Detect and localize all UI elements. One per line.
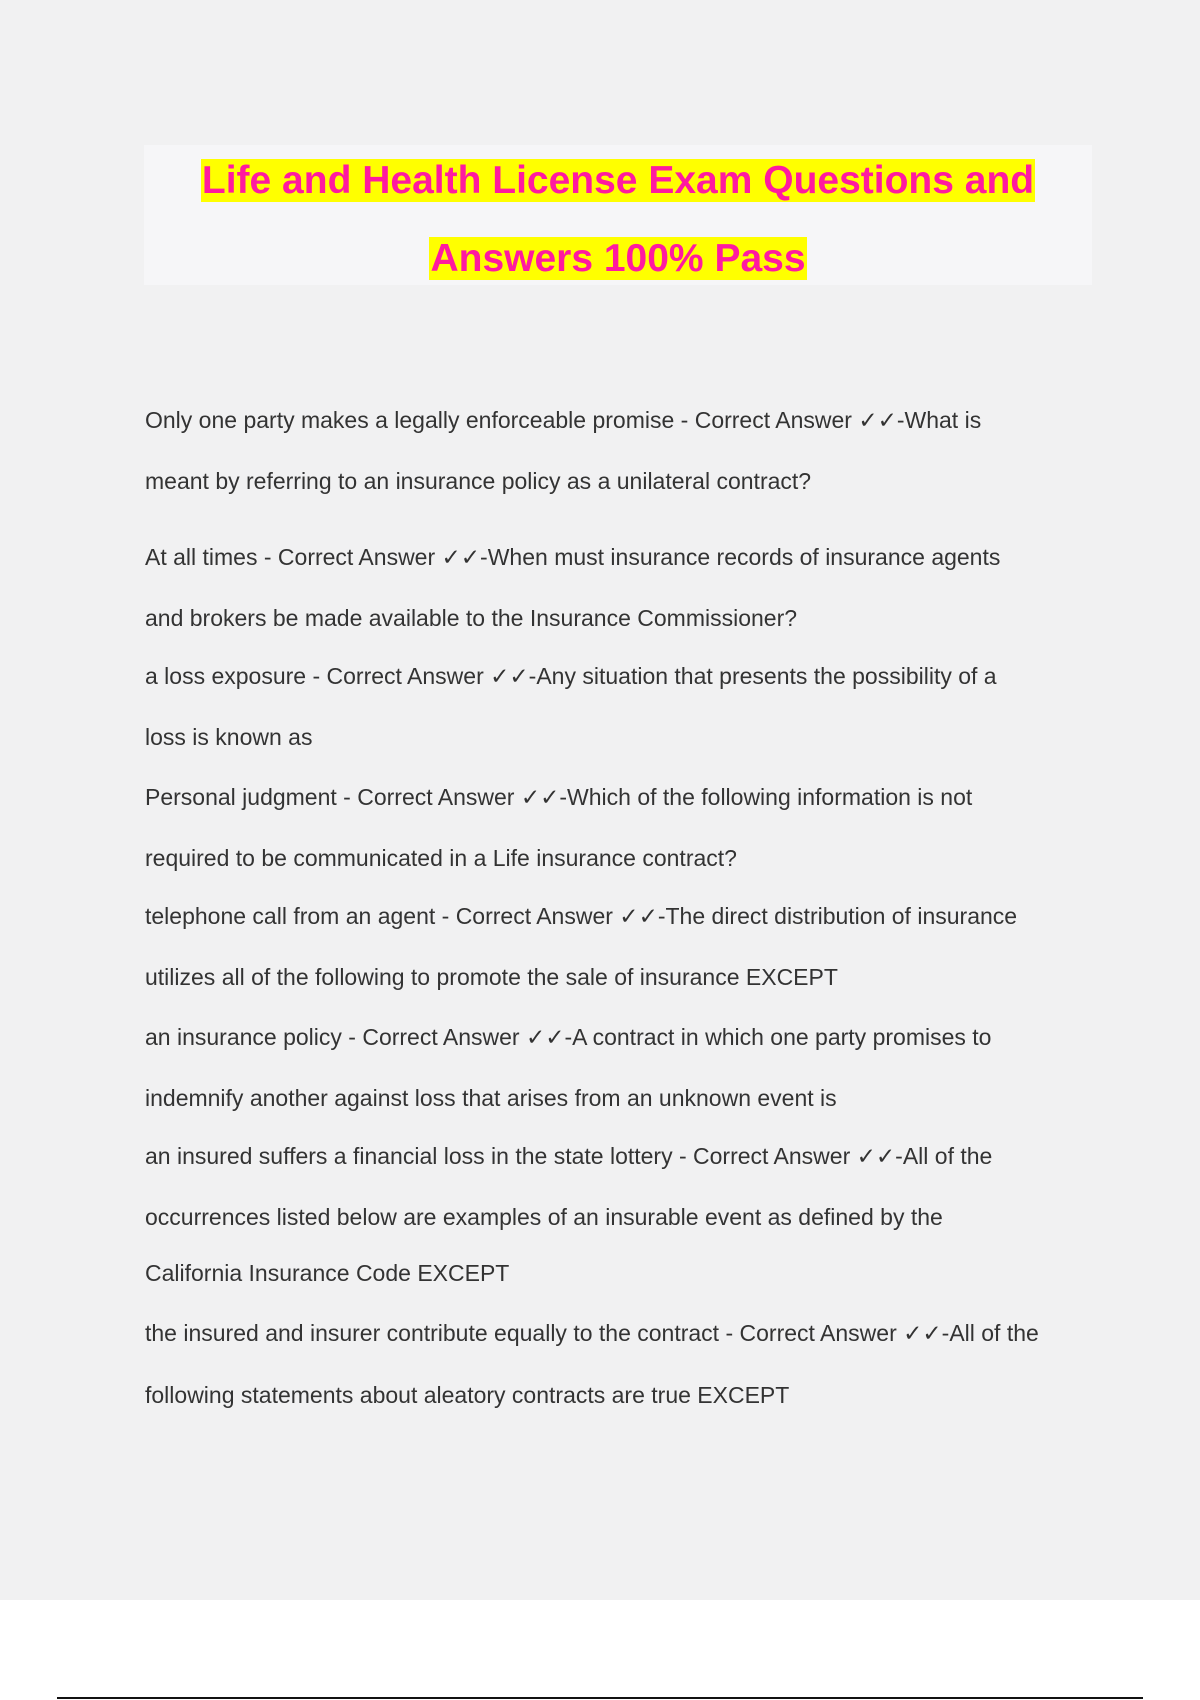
qa-entry-4-line-2: required to be communicated in a Life insurance contract? [145,845,737,871]
qa-entry-5-line-1: telephone call from an agent - Correct Answer ✓✓-The direct distribution of insurance [145,903,1018,929]
title-block [144,145,1092,285]
qa-entry-7-line-3: California Insurance Code EXCEPT [145,1260,510,1286]
qa-entry-3-line-1: a loss exposure - Correct Answer ✓✓-Any situation that presents the possibility of a [145,663,997,689]
qa-entry-1-line-2: meant by referring to an insurance policy as a unilateral contract? [145,468,812,494]
footer-divider [57,1697,1143,1699]
qa-entry-3-line-2: loss is known as [145,724,313,750]
qa-entry-2-line-2: and brokers be made available to the Insurance Commissioner? [145,605,798,631]
qa-entry-8-line-1: the insured and insurer contribute equally to the contract - Correct Answer ✓✓-All of the [145,1320,1039,1346]
qa-entry-8-line-2: following statements about aleatory contracts are true EXCEPT [145,1382,790,1408]
qa-entry-7-line-2: occurrences listed below are examples of an insurable event as defined by the [145,1204,943,1230]
qa-entry-2-line-1: At all times - Correct Answer ✓✓-When must insurance records of insurance agents [145,544,1001,570]
page-title-line-2: Answers 100% Pass [430,237,806,280]
qa-entry-7-line-1: an insured suffers a financial loss in the state lottery - Correct Answer ✓✓-All of the [145,1143,993,1169]
qa-entry-6-line-2: indemnify another against loss that arises from an unknown event is [145,1085,837,1111]
qa-entry-6-line-1: an insurance policy - Correct Answer ✓✓-A contract in which one party promises to [145,1024,992,1050]
qa-entry-5-line-2: utilizes all of the following to promote the sale of insurance EXCEPT [145,964,838,990]
page-title-line-1: Life and Health License Exam Questions and [201,159,1035,202]
qa-entry-4-line-1: Personal judgment - Correct Answer ✓✓-Which of the following information is not [145,784,973,810]
qa-entry-1-line-1: Only one party makes a legally enforceable promise - Correct Answer ✓✓-What is [145,407,982,433]
